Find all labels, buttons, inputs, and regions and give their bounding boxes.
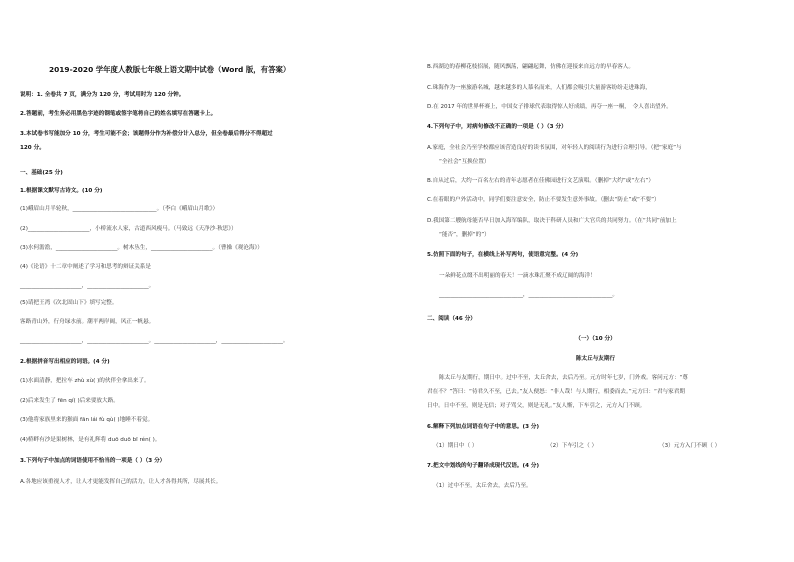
- q3-title: 3.下列句子中加点的词语使用不恰当的一项是（ ）（3 分）: [20, 458, 166, 464]
- q4-option-b: B.自从过后，大约一百名左右的青年志愿者在佳佛园进行文艺演唱。（删掉“大约”或“左右”）: [427, 178, 654, 184]
- q5-answer-lines: ______________________________，______________________________。: [439, 292, 619, 298]
- q4-option-d: D.我国第二艘航母能否早日加入海军编队，取决于科研人员和广大官兵的共同努力。（在“共同”前加上: [427, 218, 677, 224]
- section-1-heading: 一、基础(25 分): [20, 170, 63, 176]
- q1-line-8: ______________________，______________________。______________________，______________________。: [20, 338, 289, 344]
- q1-line-6: (5)请把王湾《次北固山下》填写完整。: [20, 300, 118, 306]
- q4-option-a: A.家庭，全社会乃至学校都应该营造良好的读书氛围，对年轻人的阅读行为进行合理引导。（把“家庭”与: [427, 145, 682, 151]
- q5-title: 5.仿照下面的句子，在横线上补写两句，使语意完整。(4 分): [427, 252, 579, 258]
- reading-heading: （一）（10 分）: [575, 336, 616, 342]
- q5-example: 一朵鲜花点缀不出明丽的春天！一滴水珠汇聚不成辽阔的海洋！: [439, 273, 596, 279]
- q2-line-3: (3)他将家族里来的猴面 fān lái fù qù( )地睡不着觉。: [20, 417, 154, 423]
- q3-option-c: C.珠海作为一座旅游名城，越来越多的人慕名而来，人们都会吸引大量游客纷纷走进珠海，: [427, 85, 651, 91]
- q1-line-3: (3)水何澹澹，______________________。树木丛生，______________________。（曹操《观沧海》）: [20, 245, 263, 251]
- instruction-2: 2.答题前，考生务必用黑色字迹的钢笔或签字笔将自己的姓名填写在答题卡上。: [20, 111, 217, 117]
- reading-line-3: 日中。日中不至，则是无信；对子骂父，则是无礼。”友人惭，下车引之，元方入门不顾。: [427, 403, 646, 409]
- q1-line-4: (4)《论语》十二章中阐述了学习和思考的辩证关系是: [20, 264, 151, 270]
- q2-line-1: (1)水面清静，把拉车 zhù xù( )的伙伴全拿出来了。: [20, 378, 150, 384]
- reading-subtitle: 陈太丘与友期行: [575, 356, 616, 362]
- q6-title: 6.解释下列加点词语在句子中的意思。(3 分): [427, 424, 540, 430]
- exam-title: 2019-2020 学年度人教版七年级上语文期中试卷（Word 版，有答案）: [49, 65, 291, 74]
- q1-line-1: (1)峨眉山月半轮秋，______________________________。（李白《峨眉山月歌》）: [20, 206, 219, 212]
- q1-line-7: 客路青山外，行舟绿水前。潮平两岸阔，风正一帆悬。: [20, 319, 155, 325]
- q3-option-d: D.在 2017 年的世界杯赛上，中国女子排球代表取得惊人好成绩，再夺一座一桐， 令人喜出望外。: [427, 104, 672, 110]
- q7-line-1: （1）过中不至，太丘舍去，去后乃至。: [433, 483, 532, 489]
- q6-item-1: （1）期日中（ ）: [433, 443, 478, 449]
- instruction-1: 说明：1. 全卷共 7 页，满分为 120 分，考试用时为 120 分钟。: [20, 92, 185, 98]
- q1-line-5: ______________________，______________________。: [20, 283, 155, 289]
- q6-item-3: （3）元方入门不顾（ ）: [659, 443, 721, 449]
- reading-line-2: 君在不？”答曰：“待君久不至，已去。”友人便怒：“非人哉！与人期行，相委而去。”元方曰：“君与家君期: [427, 389, 685, 395]
- q4-option-c: C.在着眼的户外活动中，同学们要注意安全，防止不要发生意外事故。（删去“防止”或“不要”）: [427, 197, 660, 203]
- section-2-heading: 二、阅读（46 分）: [427, 316, 476, 322]
- q3-option-b: B.西湖边的春柳花枝招展，随风飘荡，翩翩起舞，仿佛在迎接来自远方的早春客人。: [427, 64, 634, 70]
- q2-line-2: (2)后来发生了 fēn qí( )后来要放大路。: [20, 398, 119, 404]
- q4-title: 4.下列句子中，对病句修改不正确的一项是（ ）（3 分）: [427, 124, 567, 130]
- q1-title: 1.根据课文默写古诗文。(10 分): [20, 188, 103, 194]
- instruction-3: 3.本试卷书写能加分 10 分，考生可能不会；该题得分作为补偿分计入总分，但全卷最后得分不得超过: [20, 131, 273, 137]
- q1-line-2: (2)______________________，小桥流水人家，古道西风瘦马。（马致远《天净沙·秋思》）: [20, 226, 237, 232]
- q4-option-d-cont: “能否”，删掉“的”）: [439, 232, 490, 238]
- q6-item-2: （2）下车引之（ ）: [547, 443, 598, 449]
- q2-title: 2.根据拼音写出相应的词语。(4 分): [20, 359, 110, 365]
- q7-title: 7.把文中划线的句子翻译成现代汉语。(4 分): [427, 463, 540, 469]
- q3-option-a: A.各地应该重视人才，让人才更能发挥自己的活力，让人才各得其所，尽展其长。: [20, 479, 222, 485]
- q2-line-4: (4)桥畔有沙是果树林，是有礼辉将 duō duō bī rén( )。: [20, 437, 161, 443]
- reading-line-1: 陈太丘与友期行，期日中。过中不至，太丘舍去，去后乃至。元方时年七岁，门外戏。客问元方：“尊: [439, 375, 689, 381]
- instruction-4: 120 分。: [20, 145, 45, 151]
- q4-option-a-cont: “全社会”互换位置）: [439, 159, 490, 165]
